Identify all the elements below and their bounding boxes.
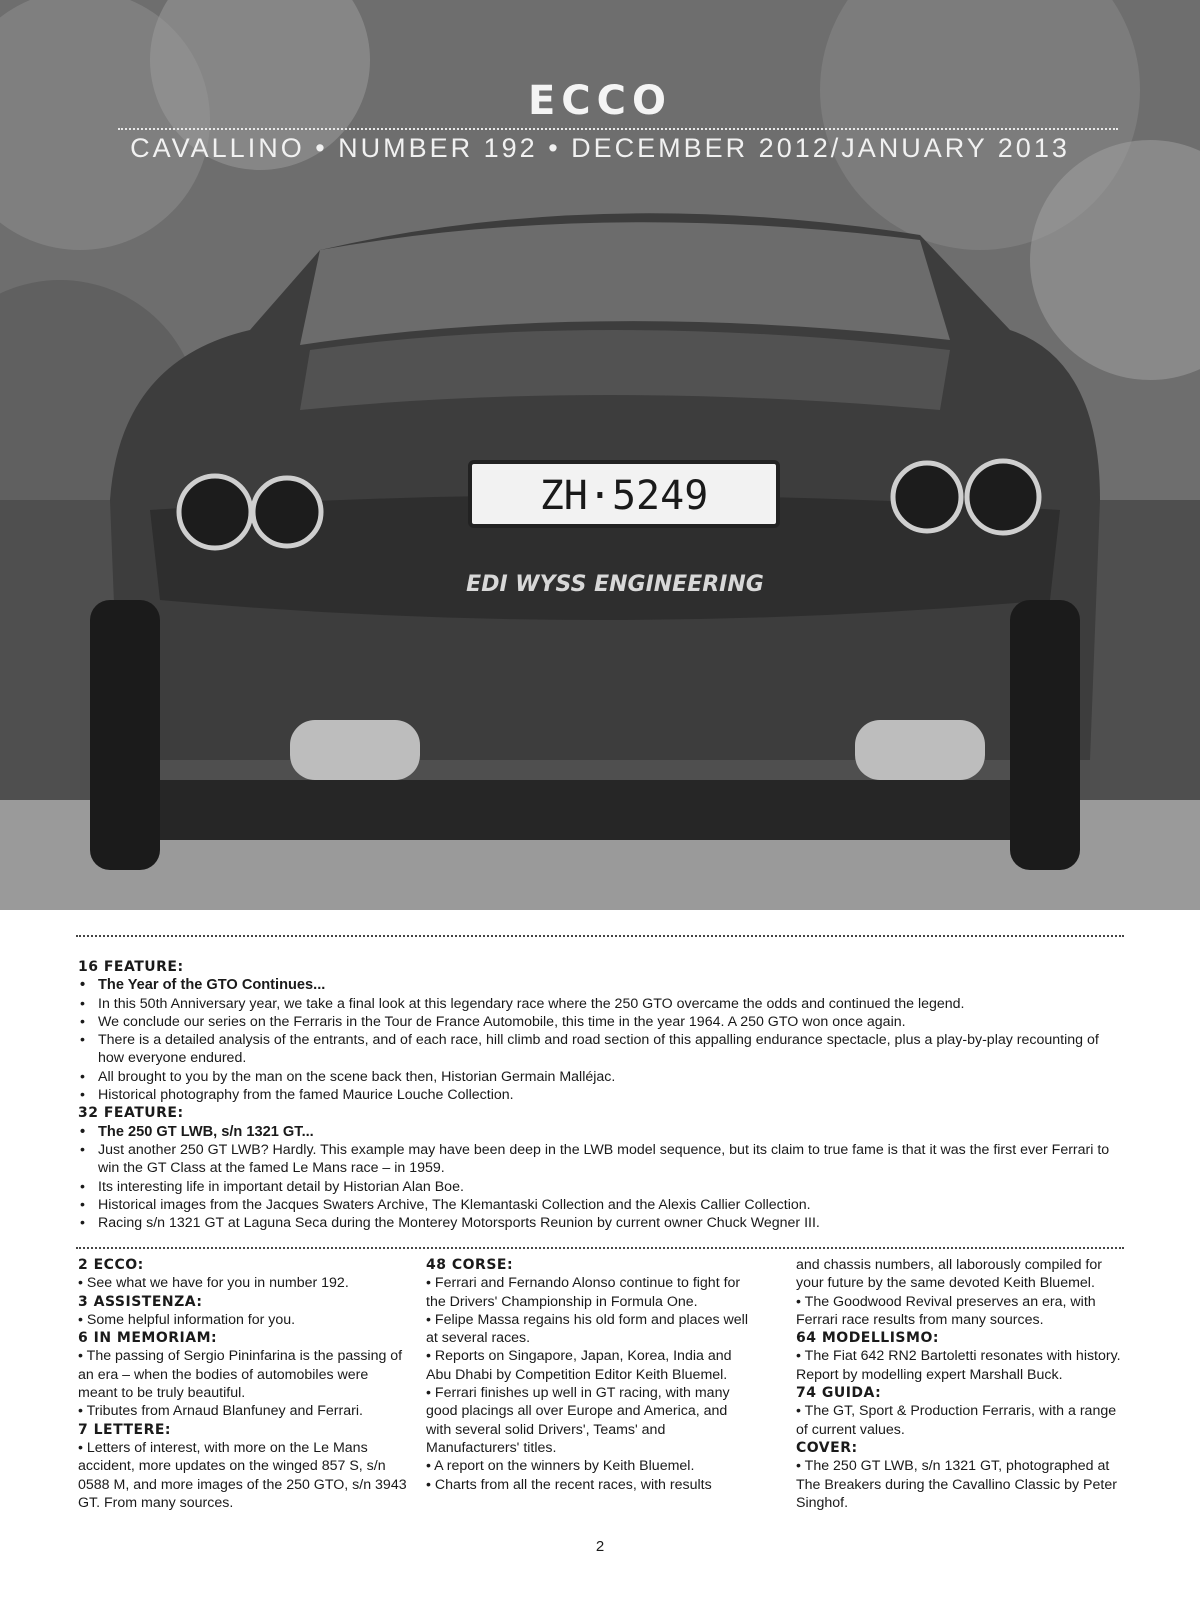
section-heading: 48 CORSE:	[426, 1257, 514, 1273]
section-heading: 16 FEATURE:	[78, 959, 184, 975]
list-item: • Historical photography from the famed Maurice Louche Collection.	[80, 1087, 514, 1104]
section-heading: COVER:	[796, 1439, 858, 1456]
continued-text: and chassis numbers, all laborously compiled for your future by the same devoted Keith Bluemel.	[796, 1257, 1102, 1292]
list-item: • Just another 250 GT LWB? Hardly. This example may have been deep in the LWB model sequence, but its claim to true fame is that it was the first ever Ferrari to win the GT Class at the famed Le Mans race – in 1959.	[80, 1141, 1110, 1177]
masthead-title: ECCO	[527, 78, 673, 124]
masthead-subtitle: CAVALLINO • NUMBER 192 • DECEMBER 2012/JANUARY 2013	[130, 133, 1070, 163]
list-item: • The Fiat 642 RN2 Bartoletti resonates with history. Report by modelling expert Marshall Buck.	[796, 1348, 1121, 1383]
list-item: • Historical images from the Jacques Swaters Archive, The Klemantaski Collection and the Alexis Callier Collection.	[80, 1196, 811, 1213]
feature-title: • The 250 GT LWB, s/n 1321 GT...	[80, 1123, 314, 1140]
features-section	[78, 958, 1128, 1232]
page-number: 2	[595, 1538, 605, 1555]
column-right	[796, 1256, 1126, 1512]
section-heading: 64 MODELLISMO:	[796, 1330, 939, 1347]
section-heading: 2 ECCO:	[78, 1257, 144, 1273]
license-plate-text: ZH·5249	[539, 473, 709, 519]
list-item: • We conclude our series on the Ferraris in the Tour de France Automobile, this time in the year 1964. A 250 GTO won once again.	[80, 1013, 906, 1030]
column-left	[78, 1256, 408, 1512]
column-middle	[426, 1256, 756, 1494]
list-item: • Racing s/n 1321 GT at Laguna Seca during the Monterey Motorsports Reunion by current owner Chuck Wegner III.	[80, 1215, 820, 1232]
section-heading: 3 ASSISTENZA:	[78, 1293, 203, 1310]
list-item: • See what we have for you in number 192.	[78, 1275, 349, 1292]
list-item: • Some helpful information for you.	[78, 1311, 296, 1328]
engineering-badge: EDI WYSS ENGINEERING	[466, 572, 764, 597]
top-dotted-divider	[76, 935, 1124, 937]
list-item: • Charts from all the recent races, with results	[426, 1476, 712, 1493]
list-item: • Tributes from Arnaud Blanfuney and Ferrari.	[78, 1403, 363, 1420]
list-item: • Reports on Singapore, Japan, Korea, India and Abu Dhabi by Competition Editor Keith Bluemel.	[426, 1348, 732, 1383]
section-heading: 32 FEATURE:	[78, 1105, 184, 1122]
list-item: • The passing of Sergio Pininfarina is the passing of an era – when the bodies of automobiles were meant to be truly beautiful.	[78, 1348, 403, 1402]
list-item: • Felipe Massa regains his old form and places well at several races.	[426, 1311, 748, 1347]
list-item: • The 250 GT LWB, s/n 1321 GT, photographed at The Breakers during the Cavallino Classic by Peter Singhof.	[796, 1458, 1117, 1511]
feature-16	[78, 958, 1128, 1104]
section-heading: 74 GUIDA:	[796, 1385, 882, 1402]
list-item: • All brought to you by the man on the scene back then, Historian Germain Malléjac.	[80, 1068, 616, 1085]
masthead-divider	[118, 128, 1118, 130]
list-item: • Letters of interest, with more on the Le Mans accident, more updates on the winged 857 S, s/n 0588 M, and more images of the 250 GTO, s/n 3943 GT. From many sources.	[78, 1439, 407, 1511]
list-item: • In this 50th Anniversary year, we take a final look at this legendary race where the 250 GTO overcame the odds and continued the legend.	[80, 995, 965, 1012]
section-heading: 6 IN MEMORIAM:	[78, 1330, 218, 1347]
list-item: • A report on the winners by Keith Bluemel.	[426, 1458, 695, 1475]
middle-dotted-divider	[76, 1247, 1124, 1249]
list-item: • The GT, Sport & Production Ferraris, with a range of current values.	[796, 1403, 1117, 1438]
list-item: • Ferrari and Fernando Alonso continue to fight for the Drivers' Championship in Formula One.	[426, 1275, 741, 1310]
list-item: • There is a detailed analysis of the entrants, and of each race, hill climb and road section of this appalling endurance spectacle, plus a play-by-play recounting of how everyone endured.	[80, 1032, 1099, 1067]
list-item: • Its interesting life in important detail by Historian Alan Boe.	[80, 1178, 464, 1195]
list-item: • The Goodwood Revival preserves an era, with Ferrari race results from many sources.	[796, 1293, 1096, 1328]
list-item: • Ferrari finishes up well in GT racing, with many good placings all over Europe and America, and with several solid Drivers', Teams' and Manufacturers' titles.	[426, 1385, 730, 1456]
feature-32	[78, 1104, 1128, 1232]
section-heading: 7 LETTERE:	[78, 1421, 172, 1438]
feature-title: • The Year of the GTO Continues...	[80, 977, 326, 994]
